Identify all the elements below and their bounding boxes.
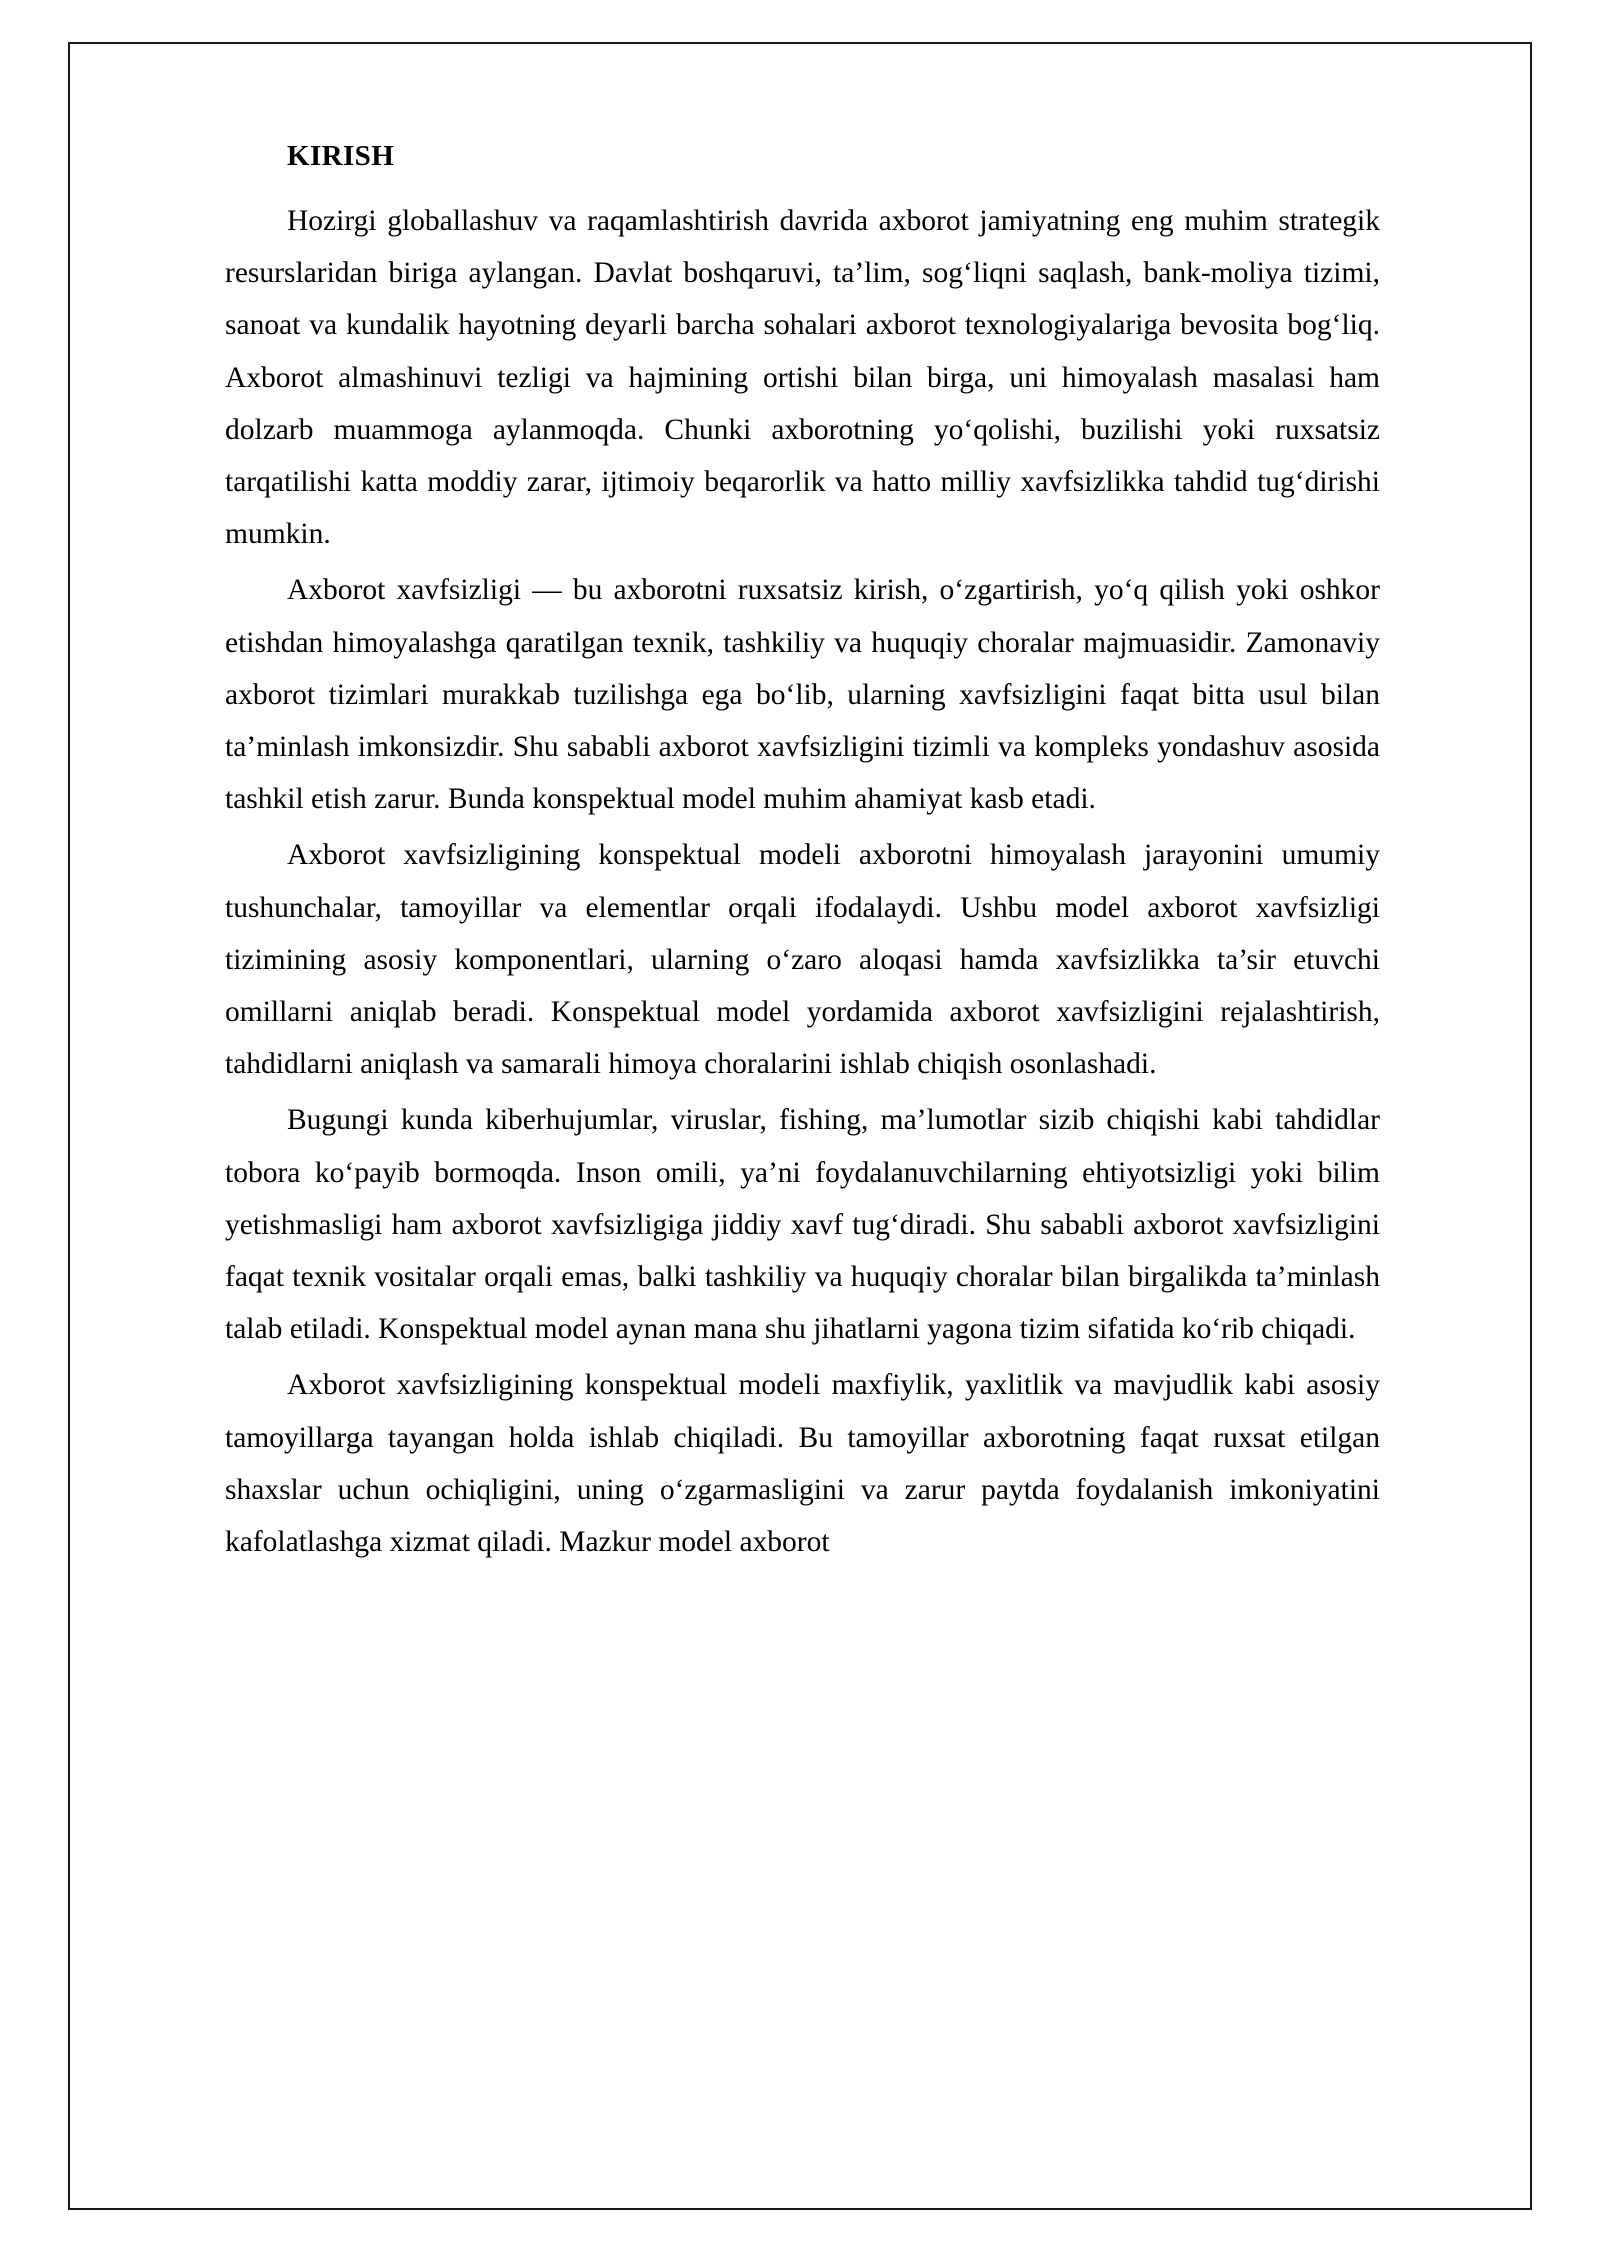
paragraph: Axborot xavfsizligi — bu axborotni ruxsatsiz kirish, o‘zgartirish, yo‘q qilish yoki oshkor etishdan himoyalashga qaratilgan texnik, tashkiliy va huquqiy choralar majmuasidir. Zamonaviy axborot tizimlari murakkab tuzilishga ega bo‘lib, ularning xavfsizligini faqat bitta usul bilan ta’minlash imkonsizdir. Shu sababli axborot xavfsizligini tizimli va kompleks yondashuv asosida tashkil etish zarur. Bunda konspektual model muhim ahamiyat kasb etadi. xyxy=(225,574,1380,816)
paragraph: Bugungi kunda kiberhujumlar, viruslar, fishing, ma’lumotlar sizib chiqishi kabi tahdidlar tobora ko‘payib bormoqda. Inson omili, ya’ni foydalanuvchilarning ehtiyotsizligi yoki bilim yetishmasligi ham axborot xavfsizligiga jiddiy xavf tug‘diradi. Shu sababli axborot xavfsizligini faqat texnik vositalar orqali emas, balki tashkiliy va huquqiy choralar bilan birgalikda ta’minlash talab etiladi. Konspektual model aynan mana shu jihatlarni yagona tizim sifatida ko‘rib chiqadi. xyxy=(225,1104,1380,1346)
paragraph: Hozirgi globallashuv va raqamlashtirish davrida axborot jamiyatning eng muhim strategik resurslaridan biriga aylangan. Davlat boshqaruvi, ta’lim, sog‘liqni saqlash, bank-moliya tizimi, sanoat va kundalik hayotning deyarli barcha sohalari axborot texnologiyalariga bevosita bog‘liq. Axborot almashinuvi tezligi va hajmining ortishi bilan birga, uni himoyalash masalasi ham dolzarb muammoga aylanmoqda. Chunki axborotning yo‘qolishi, buzilishi yoki ruxsatsiz tarqatilishi katta moddiy zarar, ijtimoiy beqarorlik va hatto milliy xavfsizlikka tahdid tug‘dirishi mumkin. xyxy=(225,205,1380,551)
page-title: KIRISH xyxy=(287,140,395,172)
paragraph: Axborot xavfsizligining konspektual modeli maxfiylik, yaxlitlik va mavjudlik kabi asosiy tamoyillarga tayangan holda ishlab chiqiladi. Bu tamoyillar axborotning faqat ruxsat etilgan shaxslar uchun ochiqligini, uning o‘zgarmasligini va zarur paytda foydalanish imkoniyatini kafolatlashga xizmat qiladi. Mazkur model axborot xyxy=(225,1369,1380,1559)
paragraph: Axborot xavfsizligining konspektual modeli axborotni himoyalash jarayonini umumiy tushunchalar, tamoyillar va elementlar orqali ifodalaydi. Ushbu model axborot xavfsizligi tizimining asosiy komponentlari, ularning o‘zaro aloqasi hamda xavfsizlikka ta’sir etuvchi omillarni aniqlab beradi. Konspektual model yordamida axborot xavfsizligini rejalashtirish, tahdidlarni aniqlash va samarali himoya choralarini ishlab chiqish osonlashadi. xyxy=(225,839,1380,1081)
page-content xyxy=(225,140,1380,1568)
